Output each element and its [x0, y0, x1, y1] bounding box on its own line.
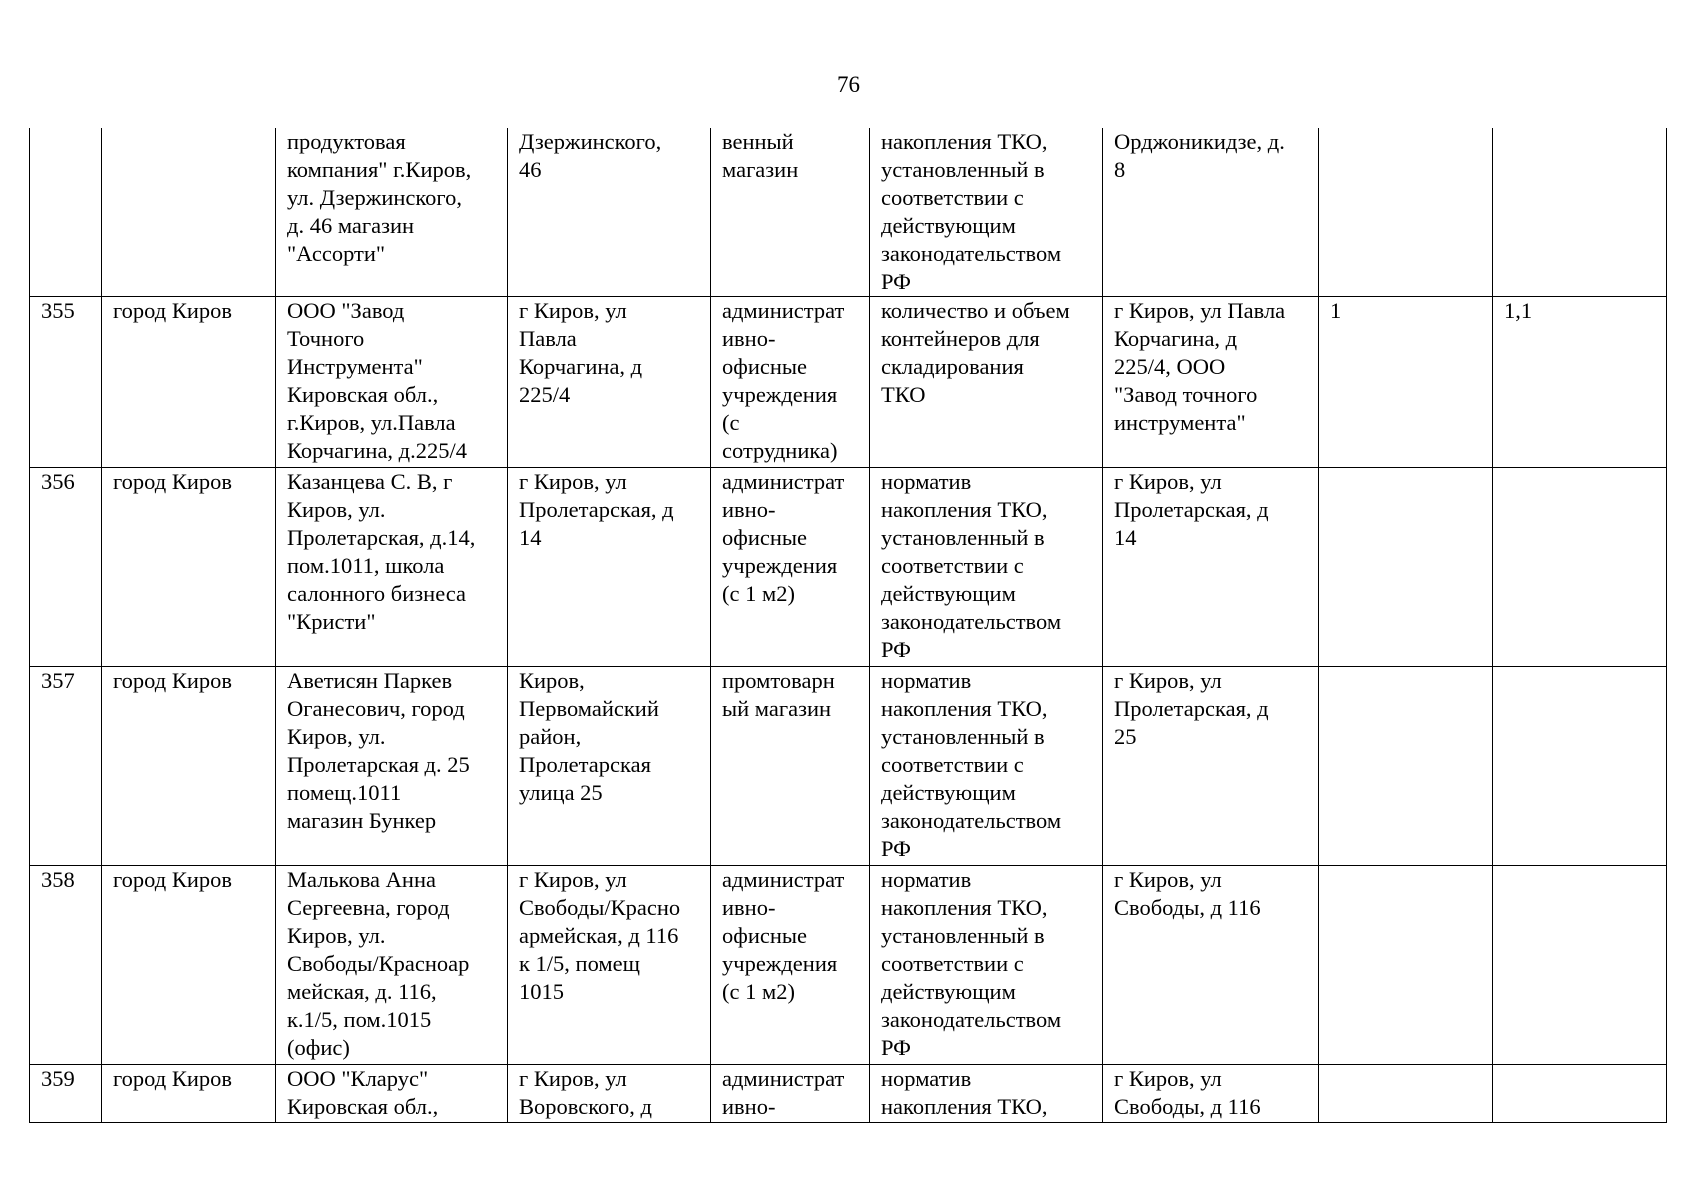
cell-organization: ООО "Завод Точного Инструмента" Кировская обл., г.Киров, ул.Павла Корчагина, д.225/4 [276, 297, 508, 468]
table-row [30, 667, 1667, 866]
table-row [30, 866, 1667, 1065]
cell-calc-basis: накопления ТКО, установленный в соответствии с действующим законодательством РФ [870, 128, 1103, 297]
cell-locality [102, 128, 276, 297]
cell-site-location: г Киров, ул Свободы, д 116 [1103, 866, 1319, 1065]
cell-address: г Киров, ул Воровского, д [508, 1065, 711, 1123]
cell-count [1319, 468, 1493, 667]
cell-organization: Казанцева С. В, г Киров, ул. Пролетарская, д.14, пом.1011, школа салонного бизнеса "Кристи" [276, 468, 508, 667]
cell-locality: город Киров [102, 297, 276, 468]
cell-number: 355 [30, 297, 102, 468]
cell-address: г Киров, ул Павла Корчагина, д 225/4 [508, 297, 711, 468]
cell-calc-basis: норматив накопления ТКО, установленный в соответствии с действующим законодательством РФ [870, 468, 1103, 667]
cell-locality: город Киров [102, 1065, 276, 1123]
registry-table [29, 128, 1667, 1123]
cell-object-type: администрат ивно- офисные учреждения (с 1 м2) [711, 866, 870, 1065]
cell-number: 357 [30, 667, 102, 866]
cell-address: Киров, Первомайский район, Пролетарская улица 25 [508, 667, 711, 866]
cell-organization: Аветисян Паркев Оганесович, город Киров, ул. Пролетарская д. 25 помещ.1011 магазин Бункер [276, 667, 508, 866]
cell-count [1319, 128, 1493, 297]
cell-organization: продуктовая компания" г.Киров, ул. Дзержинского, д. 46 магазин "Ассорти" [276, 128, 508, 297]
table-row [30, 297, 1667, 468]
table-row [30, 468, 1667, 667]
cell-locality: город Киров [102, 468, 276, 667]
cell-address: Дзержинского, 46 [508, 128, 711, 297]
cell-locality: город Киров [102, 667, 276, 866]
cell-calc-basis: норматив накопления ТКО, установленный в соответствии с действующим законодательством РФ [870, 667, 1103, 866]
cell-volume [1493, 468, 1667, 667]
cell-organization: ООО "Кларус" Кировская обл., [276, 1065, 508, 1123]
cell-object-type: венный магазин [711, 128, 870, 297]
cell-volume [1493, 128, 1667, 297]
cell-calc-basis: количество и объем контейнеров для складирования ТКО [870, 297, 1103, 468]
cell-site-location: г Киров, ул Павла Корчагина, д 225/4, ООО "Завод точного инструмента" [1103, 297, 1319, 468]
cell-count [1319, 866, 1493, 1065]
cell-count [1319, 1065, 1493, 1123]
table-row [30, 128, 1667, 297]
cell-count: 1 [1319, 297, 1493, 468]
cell-organization: Малькова Анна Сергеевна, город Киров, ул. Свободы/Красноар мейская, д. 116, к.1/5, пом.1015 (офис) [276, 866, 508, 1065]
cell-volume [1493, 1065, 1667, 1123]
cell-address: г Киров, ул Пролетарская, д 14 [508, 468, 711, 667]
cell-site-location: г Киров, ул Свободы, д 116 [1103, 1065, 1319, 1123]
table-row [30, 1065, 1667, 1123]
cell-object-type: администрат ивно- офисные учреждения (с сотрудника) [711, 297, 870, 468]
cell-number: 356 [30, 468, 102, 667]
cell-number: 359 [30, 1065, 102, 1123]
cell-site-location: г Киров, ул Пролетарская, д 14 [1103, 468, 1319, 667]
cell-address: г Киров, ул Свободы/Красно армейская, д 116 к 1/5, помещ 1015 [508, 866, 711, 1065]
cell-site-location: г Киров, ул Пролетарская, д 25 [1103, 667, 1319, 866]
cell-volume: 1,1 [1493, 297, 1667, 468]
cell-volume [1493, 866, 1667, 1065]
cell-object-type: администрат ивно- офисные учреждения (с 1 м2) [711, 468, 870, 667]
cell-object-type: администрат ивно- [711, 1065, 870, 1123]
cell-calc-basis: норматив накопления ТКО, установленный в соответствии с действующим законодательством РФ [870, 866, 1103, 1065]
cell-number: 358 [30, 866, 102, 1065]
cell-calc-basis: норматив накопления ТКО, [870, 1065, 1103, 1123]
cell-count [1319, 667, 1493, 866]
cell-volume [1493, 667, 1667, 866]
cell-site-location: Орджоникидзе, д. 8 [1103, 128, 1319, 297]
cell-number [30, 128, 102, 297]
cell-locality: город Киров [102, 866, 276, 1065]
cell-object-type: промтоварн ый магазин [711, 667, 870, 866]
page-number: 76 [837, 72, 860, 97]
